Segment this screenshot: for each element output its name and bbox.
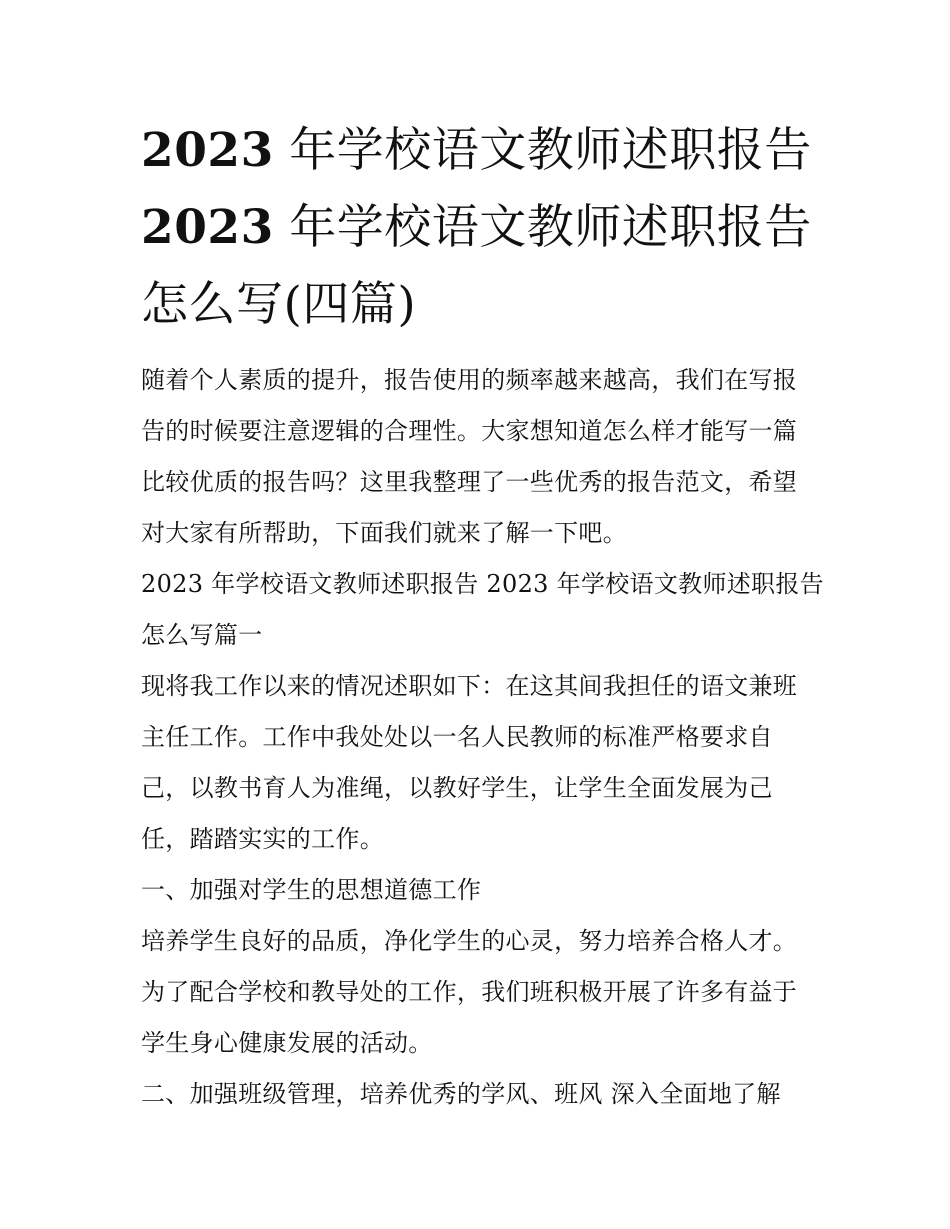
text-line: 主任工作。工作中我处处以一名人民教师的标准严格要求自 bbox=[141, 723, 773, 751]
text-line: 一、加强对学生的思想道德工作 bbox=[141, 876, 482, 904]
document-title bbox=[141, 112, 821, 343]
text-line: 告的时候要注意逻辑的合理性。大家想知道怎么样才能写一篇 bbox=[141, 417, 798, 445]
text-line: 现将我工作以来的情况述职如下：在这其间我担任的语文兼班 bbox=[141, 672, 798, 700]
title-line bbox=[141, 266, 821, 343]
title-year: 2023 bbox=[141, 123, 274, 178]
body-paragraph bbox=[141, 916, 821, 1069]
title-line bbox=[141, 112, 821, 189]
text-line: 怎么写篇一 bbox=[141, 621, 263, 649]
title-text: 年学校语文教师述职报告 bbox=[273, 200, 812, 255]
text-line: 二、加强班级管理，培养优秀的学风、班风 深入全面地了解 bbox=[141, 1080, 781, 1108]
title-year: 2023 bbox=[141, 200, 274, 255]
subheading-paragraph bbox=[141, 1069, 821, 1120]
document-body bbox=[141, 355, 824, 1120]
title-text: 年学校语文教师述职报告 bbox=[273, 123, 812, 178]
text-line: 对大家有所帮助，下面我们就来了解一下吧。 bbox=[141, 519, 627, 547]
title-text: 怎么写(四篇) bbox=[141, 277, 417, 332]
body-paragraph bbox=[141, 661, 821, 865]
subheading-paragraph bbox=[141, 865, 821, 916]
text-line: 2023 年学校语文教师述职报告 2023 年学校语文教师述职报告 bbox=[141, 570, 824, 598]
section-heading-paragraph bbox=[141, 559, 824, 661]
text-line: 培养学生良好的品质，净化学生的心灵，努力培养合格人才。 bbox=[141, 927, 798, 955]
text-line: 任，踏踏实实的工作。 bbox=[141, 825, 384, 853]
text-line: 学生身心健康发展的活动。 bbox=[141, 1029, 433, 1057]
text-line: 比较优质的报告吗？这里我整理了一些优秀的报告范文，希望 bbox=[141, 468, 798, 496]
title-line bbox=[141, 189, 821, 266]
text-line: 己，以教书育人为准绳，以教好学生，让学生全面发展为己 bbox=[141, 774, 773, 802]
intro-paragraph bbox=[141, 355, 821, 559]
text-line: 为了配合学校和教导处的工作，我们班积极开展了许多有益于 bbox=[141, 978, 798, 1006]
text-line: 随着个人素质的提升，报告使用的频率越来越高，我们在写报 bbox=[141, 366, 798, 394]
